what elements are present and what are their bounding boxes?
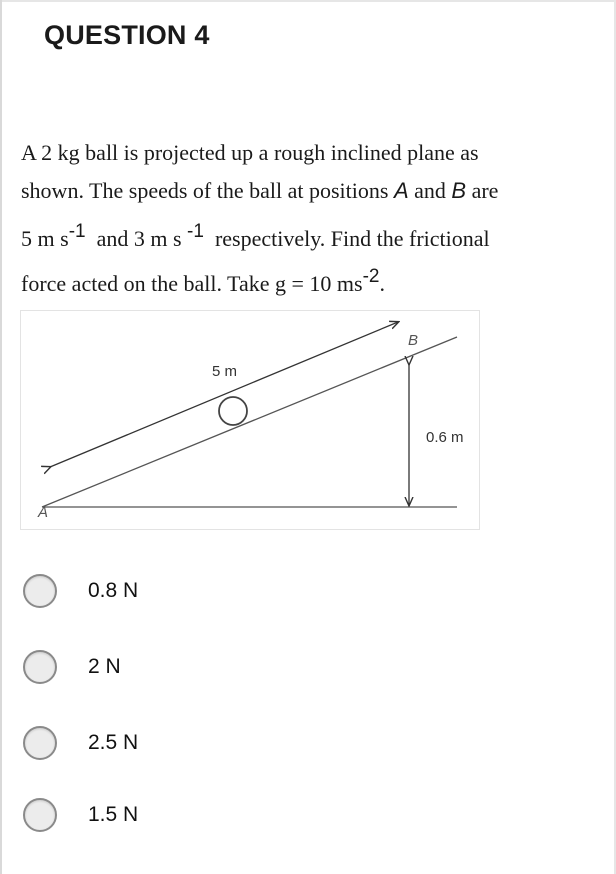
question-line-1 — [21, 140, 479, 166]
question-line-2 — [21, 178, 498, 204]
question-line-2-part-b: and — [408, 178, 452, 203]
length-label: 5 m — [212, 363, 238, 380]
unit-exponent-1: -1 — [68, 221, 86, 242]
answer-option[interactable] — [23, 795, 138, 835]
page-border-top — [0, 0, 616, 2]
answer-option[interactable] — [23, 723, 138, 763]
ball — [219, 397, 247, 425]
answer-option-label: 1.5 N — [88, 803, 139, 826]
unit-exponent-3: -2 — [362, 266, 380, 287]
question-line-4-part-a: force acted on the ball. Take g = 10 ms — [21, 271, 363, 296]
answer-option-label: 2 N — [88, 655, 121, 678]
radio-button[interactable] — [23, 574, 57, 608]
page-border-left — [0, 0, 2, 874]
question-title: QUESTION 4 — [44, 20, 210, 50]
radio-button[interactable] — [23, 726, 57, 760]
question-line-2-part-a: shown. The speeds of the ball at positions — [21, 178, 394, 203]
question-line-1-text: A 2 kg ball is projected up a rough inclined plane as — [21, 140, 479, 165]
answer-option[interactable] — [23, 647, 121, 687]
question-line-2-part-c: are — [466, 178, 499, 203]
answer-option-label: 2.5 N — [88, 731, 139, 754]
diagram-label-a: A — [38, 504, 49, 521]
question-line-3-part-a: 5 m s — [21, 226, 69, 251]
height-label: 0.6 m — [426, 429, 464, 446]
question-line-4-part-b: . — [379, 271, 385, 296]
answer-option-label: 0.8 N — [88, 579, 139, 602]
answer-option[interactable] — [23, 571, 138, 611]
position-b-label: B — [451, 178, 467, 203]
radio-button[interactable] — [23, 650, 57, 684]
question-line-3-part-c: respectively. Find the frictional — [203, 226, 490, 251]
question-line-3 — [21, 221, 490, 252]
unit-exponent-2: -1 — [187, 221, 204, 242]
diagram-label-b: B — [408, 332, 419, 349]
position-a-label: A — [393, 178, 409, 203]
question-line-3-part-b: and 3 m s — [85, 226, 188, 251]
inclined-plane-diagram — [20, 310, 480, 530]
question-line-4 — [21, 266, 385, 297]
radio-button[interactable] — [23, 798, 57, 832]
